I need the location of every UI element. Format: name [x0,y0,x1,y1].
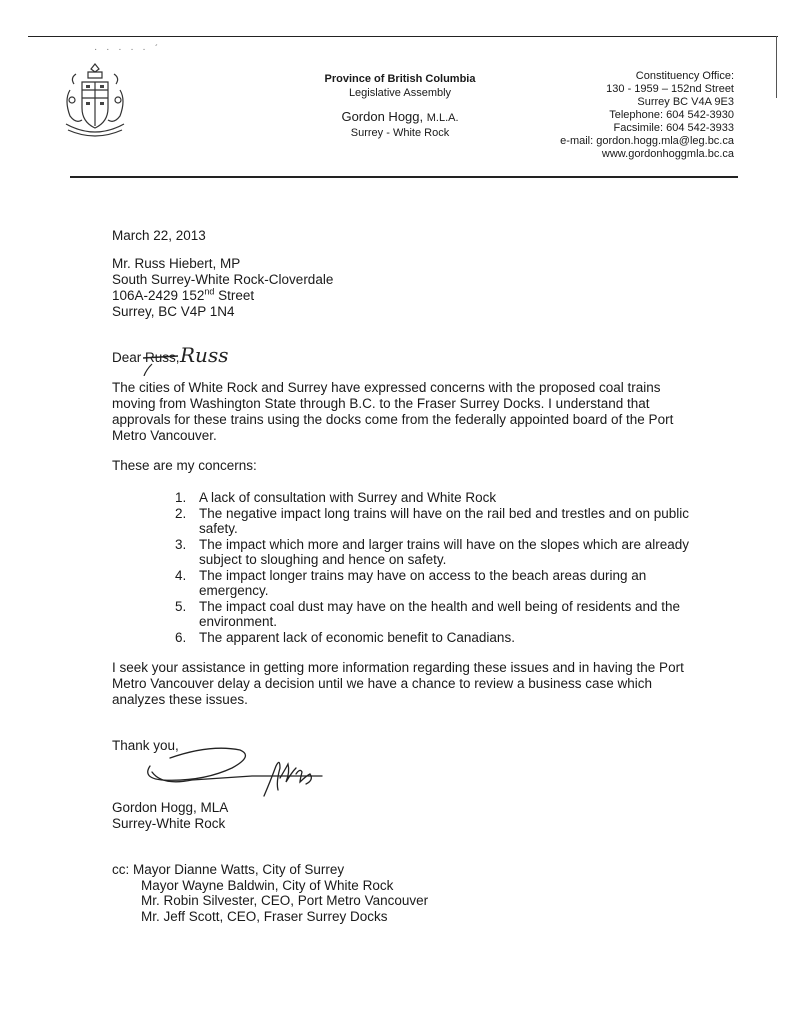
list-item-text: A lack of consultation with Surrey and White Rock [199,490,497,505]
province-name: Province of British Columbia [324,73,476,85]
recipient-city: Surrey, BC V4P 1N4 [112,304,235,319]
list-item-text: The apparent lack of economic benefit to Canadians. [199,629,515,645]
cc-label: cc: [112,862,130,877]
cc-recipient: Mayor Dianne Watts, City of Surrey [133,862,345,877]
recipient-riding: South Surrey-White Rock-Cloverdale [112,272,334,287]
scan-specks: · · · · · ˊ [94,44,161,55]
closing: Thank you, [112,738,179,753]
letterhead-divider [70,176,738,178]
office-facsimile: Facsimile: 604 542-3933 [613,122,734,134]
list-item [175,537,695,568]
concerns-heading: These are my concerns: [112,458,257,473]
cc-recipient: Mayor Wayne Baldwin, City of White Rock [141,877,394,893]
constituency-office-block [560,70,734,161]
office-line: Constituency Office: [635,70,734,82]
request-paragraph: I seek your assistance in getting more information regarding these issues and in having the Port Metro Vancouver delay a decision until we have a chance to review a business case which analyzes these issues. [112,660,684,707]
office-email: e-mail: gordon.hogg.mla@leg.bc.ca [560,135,734,147]
letter-date: March 22, 2013 [112,228,206,243]
cc-block [112,862,428,924]
assembly-name: Legislative Assembly [348,87,452,99]
street-name: Street [214,288,255,303]
office-telephone: Telephone: 604 542-3930 [609,109,734,121]
list-item [175,568,695,599]
office-line: 130 - 1959 – 152nd Street [606,83,734,95]
handwritten-russ: Russ [180,343,229,367]
list-item-text: The impact which more and larger trains will have on the slopes which are already subject to sloughing and hence on safety. [199,536,689,567]
right-border-mark [776,36,777,98]
street-number: 106A-2429 152 [112,288,205,303]
signer-riding: Surrey-White Rock [112,816,226,831]
salutation: Dear Russ, [112,350,180,365]
member-name: Gordon Hogg, [341,109,424,124]
office-website: www.gordonhoggmla.bc.ca [601,148,734,160]
list-item-text: The impact longer trains may have on access to the beach areas during an emergency. [199,567,647,598]
list-item [175,599,695,630]
office-line: Surrey BC V4A 9E3 [637,96,734,108]
bc-coat-of-arms-icon [60,60,130,142]
list-item [175,506,695,537]
list-number: 2. [175,505,187,521]
member-title: M.L.A. [426,112,459,124]
recipient-street [112,288,333,304]
list-item-text: The negative impact long trains will have on the rail bed and trestles and on public safety. [199,505,690,536]
cc-first-line [112,862,428,878]
list-item [175,630,695,646]
handwritten-signature [130,732,330,802]
member-line [290,109,510,126]
list-item [175,490,695,506]
intro-paragraph: The cities of White Rock and Surrey have expressed concerns with the proposed coal trains moving from Washington State through B.C. to the Fraser Surrey Docks. I understand that approvals for these trains using the docks come from the federally appointed board of the Port Metro Vancouver. [112,380,674,443]
handwritten-salutation-correction [140,336,270,376]
letterhead-center [290,72,510,140]
cc-recipient: Mr. Jeff Scott, CEO, Fraser Surrey Docks [141,908,388,924]
concerns-list [175,490,695,645]
list-number: 1. [175,490,187,505]
recipient-name: Mr. Russ Hiebert, MP [112,256,241,271]
cc-recipient: Mr. Robin Silvester, CEO, Port Metro Vancouver [141,893,429,908]
signer-name: Gordon Hogg, MLA [112,800,229,815]
list-number: 4. [175,567,187,583]
riding-name: Surrey - White Rock [350,127,450,139]
top-border-line [28,36,778,37]
ordinal-suffix: nd [204,286,215,297]
list-number: 3. [175,536,187,552]
list-item-text: The impact coal dust may have on the health and well being of residents and the environment. [199,598,681,629]
list-number: 6. [175,629,187,645]
signer-block [112,800,228,832]
list-number: 5. [175,598,187,614]
recipient-address [112,256,333,320]
